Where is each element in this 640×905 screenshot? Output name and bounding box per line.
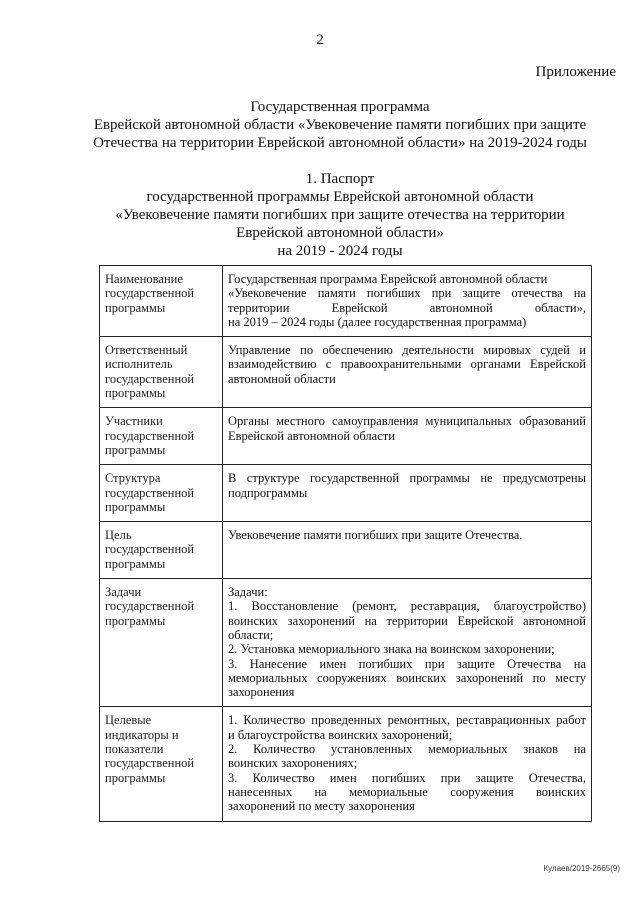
table-row	[100, 707, 592, 821]
row-name-line: программы	[105, 613, 166, 628]
program-title	[60, 98, 620, 152]
document-code: Кулаев/2019-2665(9)	[543, 864, 620, 873]
row-name-line: программы	[105, 386, 166, 401]
row-value-line: 1. Количество проведенных ремонтных, реставрационных работ	[228, 713, 586, 728]
row-name-line: Цель	[105, 528, 132, 543]
row-name-cell	[100, 266, 223, 337]
row-value-line: Еврейской автономной области	[228, 428, 395, 443]
table-row	[100, 408, 592, 465]
row-value-line: захоронений по месту захоронения	[228, 799, 415, 814]
passport-title	[80, 170, 600, 260]
row-value-line: воинских захоронений на территории Еврейской автономной	[228, 613, 586, 628]
row-value-line: территории Еврейской автономной области»,	[228, 300, 586, 315]
row-name-cell	[100, 465, 223, 522]
row-value-line: мемориальных сооружениях воинских захоронений по месту	[228, 670, 586, 685]
row-name-line: государственной	[105, 371, 195, 386]
table-row	[100, 266, 592, 337]
row-name-line: индикаторы и	[105, 727, 179, 742]
row-value-line: Увековечение памяти погибших при защите Отечества.	[228, 528, 523, 543]
row-value-line: 1. Восстановление (ремонт, реставрация, благоустройство)	[228, 599, 586, 614]
row-value-line: нанесенных на мемориальные сооружения воинских	[228, 784, 586, 799]
row-value-line: Государственная программа Еврейской автономной области	[228, 272, 548, 286]
page-number: 2	[316, 32, 324, 48]
row-value-line: подпрограммы	[228, 485, 308, 500]
row-value-line: воинских захоронениях;	[228, 756, 358, 771]
row-name-line: программы	[105, 300, 166, 315]
passport-title-line: на 2019 - 2024 годы	[277, 243, 403, 259]
row-name-line: Задачи	[105, 585, 142, 600]
row-value-line: 2. Количество установленных мемориальных знаков на	[228, 742, 586, 757]
row-value-cell	[223, 707, 592, 821]
row-name-cell	[100, 408, 223, 465]
program-title-line: Еврейской автономной области «Увековечение памяти погибших при защите	[93, 117, 587, 133]
row-name-line: программы	[105, 442, 166, 457]
row-value-line: 3. Нанесение имен погибших при защите Отечества на	[228, 656, 586, 671]
row-name-line: программы	[105, 499, 166, 514]
row-value-line: захоронения	[228, 685, 295, 700]
row-value-line: и благоустройства воинских захоронений;	[228, 727, 453, 742]
row-value-cell	[223, 522, 592, 579]
row-name-line: программы	[105, 556, 166, 571]
row-name-line: Целевые	[105, 713, 152, 728]
row-name-line: Наименование	[105, 272, 183, 286]
row-value-cell	[223, 408, 592, 465]
row-value-line: области;	[228, 627, 274, 642]
row-name-line: государственной	[105, 286, 195, 301]
row-name-line: Участники	[105, 414, 163, 429]
row-value-line: автономной области	[228, 371, 336, 386]
row-value-cell	[223, 266, 592, 337]
row-value-line: на 2019 – 2024 годы (далее государственная программа)	[228, 314, 527, 329]
row-value-line: Органы местного самоуправления муниципальных образований	[228, 414, 586, 429]
row-name-line: Структура	[105, 471, 161, 486]
row-name-line: исполнитель	[105, 357, 173, 372]
program-title-line: Отечества на территории Еврейской автономной области» на 2019-2024 годы	[93, 135, 587, 151]
row-name-cell	[100, 522, 223, 579]
row-name-line: государственной	[105, 428, 195, 443]
row-name-line: государственной	[105, 485, 195, 500]
row-name-line: государственной	[105, 599, 195, 614]
table-row	[100, 337, 592, 408]
row-name-line: программы	[105, 770, 166, 785]
row-name-cell	[100, 707, 223, 821]
row-value-line: Задачи:	[228, 585, 268, 600]
table-row	[100, 522, 592, 579]
passport-title-line: «Увековечение памяти погибших при защите отечества на территории	[115, 207, 565, 223]
row-name-line: государственной	[105, 542, 195, 557]
passport-title-line: Еврейской автономной области»	[236, 225, 444, 241]
table-row	[100, 579, 592, 707]
row-value-cell	[223, 337, 592, 408]
program-title-line: Государственная программа	[250, 99, 430, 115]
row-value-cell	[223, 579, 592, 707]
passport-title-line: государственной программы Еврейской автономной области	[146, 189, 534, 205]
table-row	[100, 465, 592, 522]
row-name-cell	[100, 337, 223, 408]
appendix-label: Приложение	[535, 64, 616, 80]
row-name-line: Ответственный	[105, 343, 188, 358]
row-value-cell	[223, 465, 592, 522]
passport-title-line: 1. Паспорт	[305, 171, 375, 187]
row-value-line: взаимодействию с правоохранительными органами Еврейской	[228, 357, 586, 372]
row-value-line: «Увековечение памяти погибших при защите отечества на	[228, 286, 586, 301]
row-name-line: показатели	[105, 742, 164, 757]
row-name-cell	[100, 579, 223, 707]
row-value-line: Управление по обеспечению деятельности мировых судей и	[228, 343, 586, 358]
row-name-line: государственной	[105, 756, 195, 771]
row-value-line: В структуре государственной программы не предусмотрены	[228, 471, 586, 486]
row-value-line: 3. Количество имен погибших при защите Отечества,	[228, 770, 586, 785]
passport-table	[99, 265, 592, 822]
row-value-line: 2. Установка мемориального знака на воинском захоронении;	[228, 642, 555, 657]
